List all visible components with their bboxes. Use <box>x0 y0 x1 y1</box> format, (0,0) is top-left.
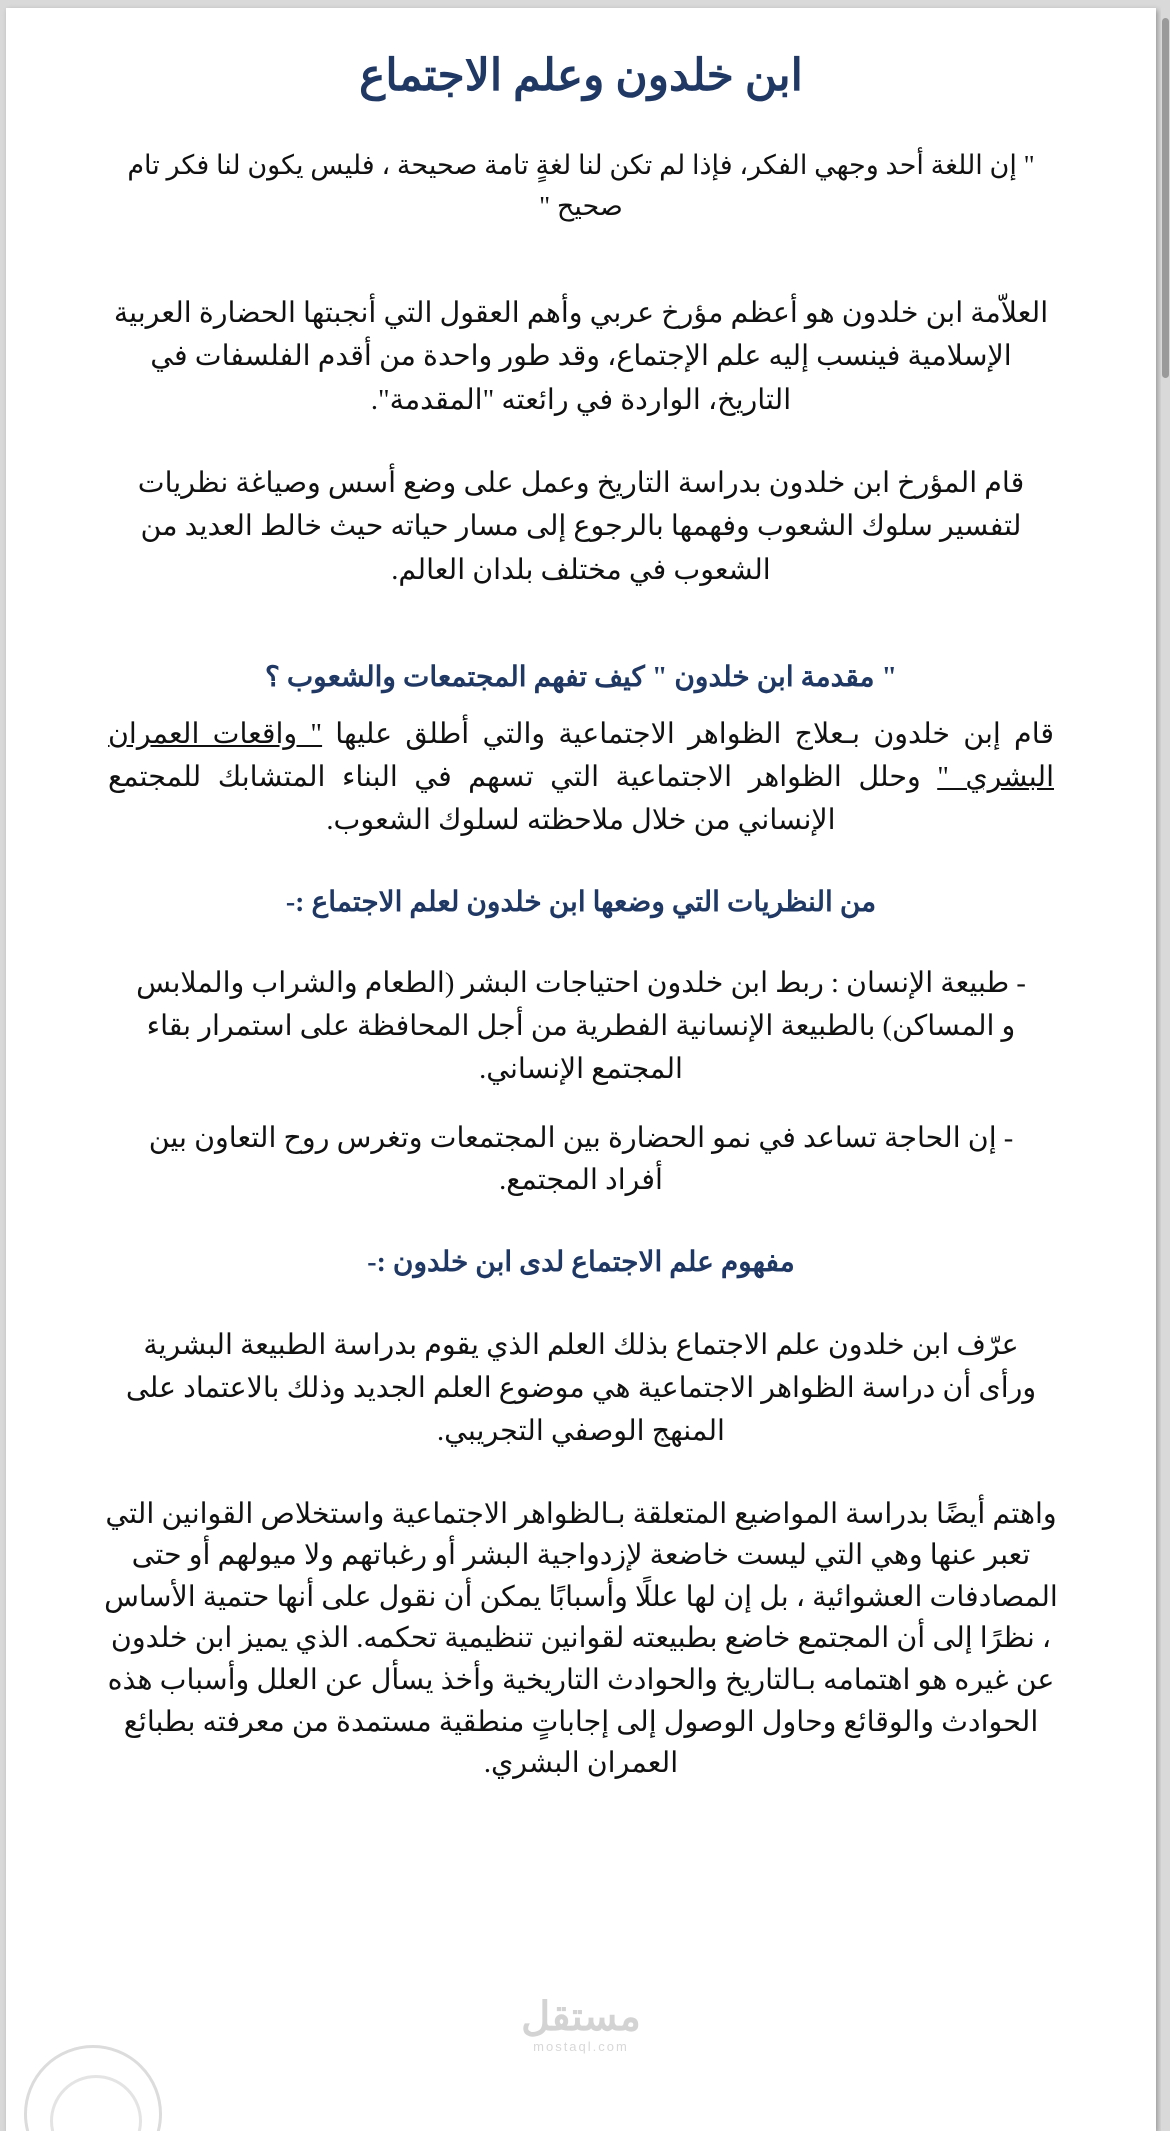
spacer <box>84 592 1078 658</box>
page-title: ابن خلدون وعلم الاجتماع <box>359 51 803 100</box>
watermark-domain: mostaql.com <box>533 2039 629 2054</box>
paragraph-intro: العلاّمة ابن خلدون هو أعظم مؤرخ عربي وأهم العقول التي أنجبتها الحضارة العربية الإسلامية فينسب إليه علم الإجتماع، وقد طور واحدة من أقدم الفلسفات في التاريخ، الواردة في رائعته "المقدمة". <box>113 298 1049 416</box>
spacer <box>84 226 1078 292</box>
list-item: - إن الحاجة تساعد في نمو الحضارة بين المجتمعات وتغرس روح التعاون بين أفراد المجتمع. <box>148 1122 1014 1197</box>
spacer <box>84 843 1078 883</box>
document-content <box>6 48 1156 1785</box>
section-heading-muqaddimah: " مقدمة ابن خلدون " كيف تفهم المجتمعات والشعوب ؟ <box>264 661 898 693</box>
section-heading-theories: من النظريات التي وضعها ابن خلدون لعلم الاجتماع :- <box>285 886 877 918</box>
paragraph-social-phenomena <box>84 714 1078 842</box>
paragraph-definition: عرّف ابن خلدون علم الاجتماع بذلك العلم الذي يقوم بدراسة الطبيعة البشرية ورأى أن دراسة الظواهر الاجتماعية هي موضوع العلم الجديد وذلك بالاعتماد على المنهج الوصفي التجريبي. <box>125 1329 1037 1448</box>
document-page <box>6 8 1156 2131</box>
watermark-brand: مستقل <box>521 1995 641 2039</box>
paragraph-social-phenomena-part1: قام إبن خلدون بـعلاج الظواهر الاجتماعية والتي أطلق عليها <box>322 719 1054 751</box>
paragraph-social-phenomena-underlined: " واقعات العمران البشري " <box>108 719 1054 794</box>
paragraph-laws-and-history: واهتم أيضًا بدراسة المواضيع المتعلقة بـالظواهر الاجتماعية واستخلاص القوانين التي تعبر عنها وهي التي ليست خاضعة لإزدواجية البشر أو رغباتهم ولا ميولهم أو حتى المصادفات العشوائية ، بل إن لها عللًا وأسبابًا يمكن أن نقول على أنها حتمية الأساس ، نظرًا إلى أن المجتمع خاضع بطبيعته لقوانين تنظيمية تحكمه. الذي يميز ابن خلدون عن غيره هو اهتمامه بـالتاريخ والحوادث التاريخية وأخذ يسأل عن العلل وأسباب هذه الحوادث والوقائع وحاول الوصول إلى إجاباتٍ منطقية مستمدة من معرفته بطبائع العمران البشري. <box>104 1498 1058 1780</box>
spacer <box>84 1092 1078 1118</box>
spacer <box>84 923 1078 963</box>
spacer <box>84 1203 1078 1243</box>
opening-quote: " إن اللغة أحد وجهي الفكر، فإذا لم تكن لنا لغةٍ تامة صحيحة ، فليس يكون لنا فكر تام صحيح " <box>127 150 1035 221</box>
spacer <box>84 698 1078 714</box>
spacer <box>84 422 1078 462</box>
section-heading-concept: مفهوم علم الاجتماع لدى ابن خلدون :- <box>367 1247 795 1279</box>
paragraph-history-study: قام المؤرخ ابن خلدون بدراسة التاريخ وعمل على وضع أسس وصياغة نظريات لتفسير سلوك الشعوب وفهمها بالرجوع إلى مسار حياته حيث خالط العديد من الشعوب في مختلف بلدان العالم. <box>137 467 1025 586</box>
scrollbar[interactable] <box>1161 0 1170 2131</box>
list-item: - طبيعة الإنسان : ربط ابن خلدون احتياجات البشر (الطعام والشراب والملابس و المساكن) بالطبيعة الإنسانية الفطرية من أجل المحافظة على استمرار بقاء المجتمع الإنساني. <box>136 968 1026 1085</box>
paragraph-social-phenomena-part2: وحلل الظواهر الاجتماعية التي تسهم في البناء المتشابك للمجتمع الإنساني من خلال ملاحظته لسلوك الشعوب. <box>108 762 938 836</box>
watermark <box>521 1997 641 2053</box>
scrollbar-thumb[interactable] <box>1162 18 1169 378</box>
spacer <box>84 1454 1078 1494</box>
spacer <box>84 1284 1078 1324</box>
